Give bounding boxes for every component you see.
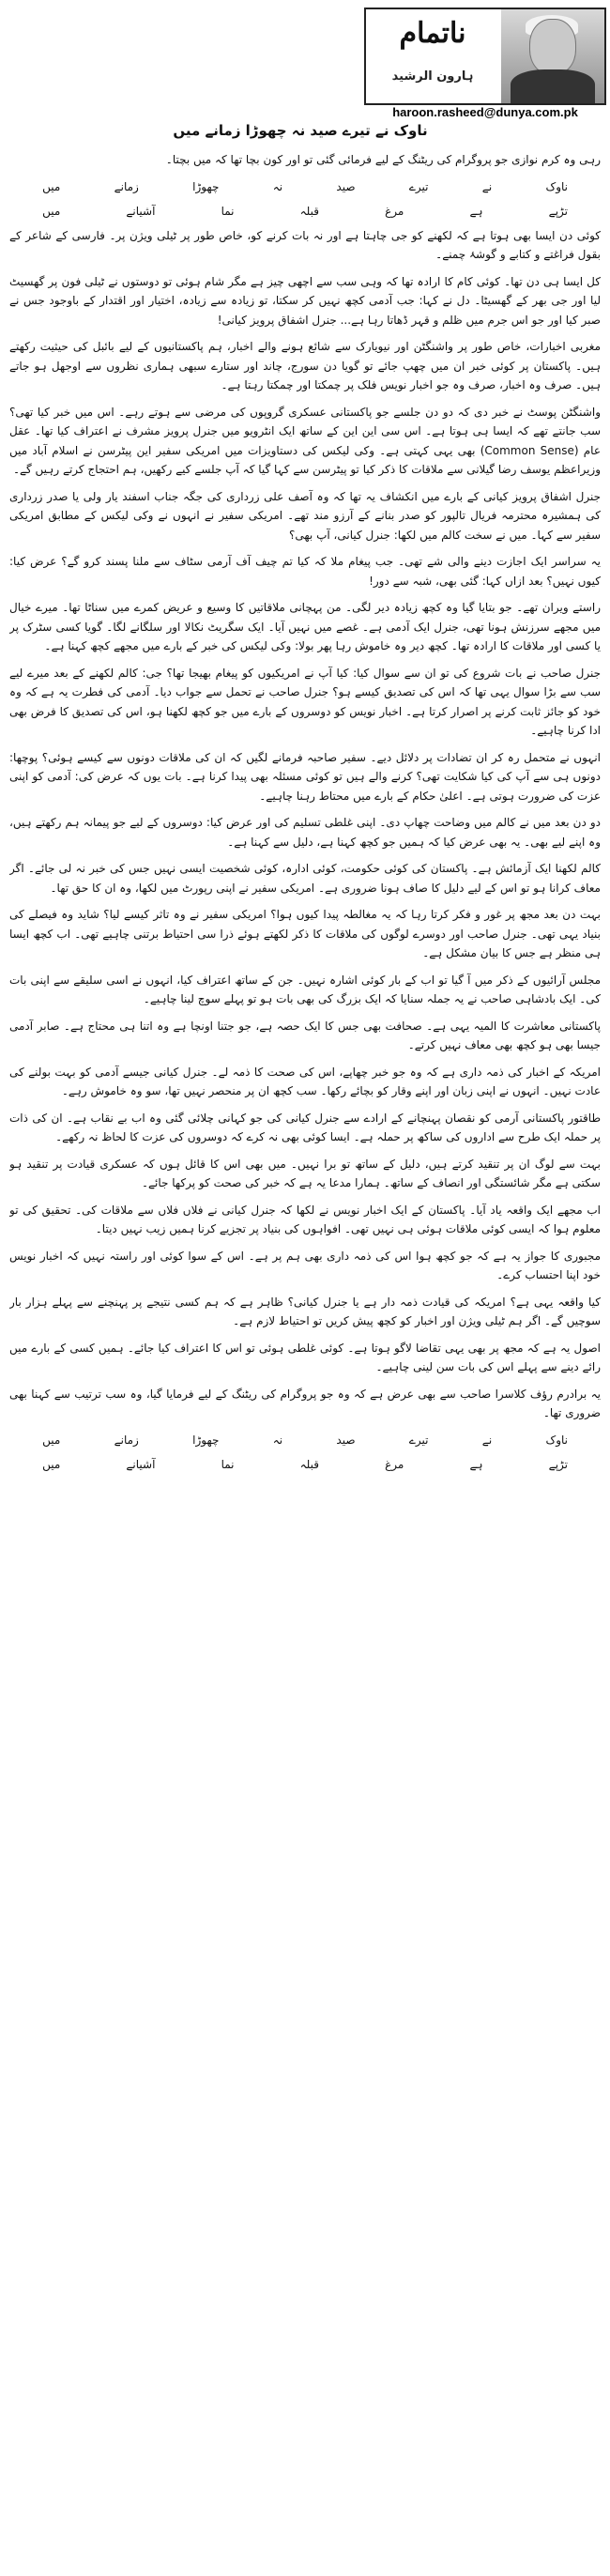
verse-word: نما	[221, 204, 235, 218]
paragraph: جنرل اشفاق پرویز کیانی کے بارے میں انکشاف یہ تھا کہ وہ آصف علی زرداری کی جگہ جناب اسفند یار ولی یا صدر زرداری کی ہمشیرہ محترمہ فریال تالپور کو صدر بنانے کے آرزو مند تھے۔ امریکی سفیر نے انہوں نے وکی لیکس کے مطابق امریکی سفیر سے کہا۔ میں نے سخت کالم میں لکھا: جنرل کیانی، آپ بھی؟	[9, 489, 601, 542]
verse-word: مرغ	[385, 204, 404, 218]
paragraph: مجلس آرائیوں کے ذکر میں آ گیا تو اب کے بار کوئی اشارہ نہیں۔ جن کے ساتھ اعتراف کیا، انہوں نے اسی سلیقے سے اپنی بات کی۔ ایک بادشاہی صاحب نے یہ جملہ سنایا کہ ایک بزرگ کی بھی بات ہو تو پہلے سوچ لینا چاہیے۔	[9, 973, 601, 1005]
verse-word: تڑپے	[548, 1457, 568, 1471]
paragraph: مغربی اخبارات، خاص طور پر واشنگٹن اور نیویارک سے شائع ہونے والے اخبار، ہم پاکستانیوں کے لیے بائبل کی حیثیت رکھتے ہیں۔ پاکستان پر کوئی خبر ان میں چھپ جائے تو گویا دن سورج، چاند اور ستارے سبھی ہماری نظروں سے اوجھل ہو جاتے ہیں۔ صرف وہ اخبار، صرف وہ جو اخبار نویس فلک پر چمکتا اور چمکتا رہتا ہے۔	[9, 340, 601, 391]
verse-word: میں	[42, 1457, 61, 1471]
author-email[interactable]: haroon.rasheed@dunya.com.pk	[392, 105, 578, 119]
paragraph: پاکستانی معاشرت کا المیہ یہی ہے۔ صحافت بھی جس کا ایک حصہ ہے، جو جتنا اونچا ہے وہ اتنا ہی محتاج ہے۔ صابر آدمی جیسا بھی ہو کچھ بھی معاف نہیں کرتے۔	[9, 1019, 601, 1051]
verse-word: ہے	[469, 204, 483, 218]
author-photo	[501, 9, 604, 103]
verse-word: نے	[481, 1433, 493, 1447]
verse-word: ہے	[469, 1457, 483, 1471]
verse-word: چھوڑا	[192, 1433, 220, 1447]
paragraph: کل ایسا ہی دن تھا۔ کوئی کام کا ارادہ تھا کہ وہی سب سے اچھی چیز ہے مگر شام ہوئی تو دوستوں نے ٹیلی فون پر گھسیٹ لیا اور جی بھر کے گھسیٹا۔ دل نے کہا: جب آدمی کچھ نہیں کر سکتا، تو زیادہ سے زیادہ، اختیار اور اقتدار کے باوجود جس نے صبر کیا اور جو اس جرم میں ظلم و قہر ڈھاتا رہا ہے... جنرل اشفاق پرویز کیانی!	[9, 274, 601, 327]
paragraph: یہ برادرم رؤف کلاسرا صاحب سے بھی عرض ہے کہ وہ جو پروگرام کی ریٹنگ کے لیے فرمایا گیا، وہ سب ترتیب سے کہنا بھی ضروری تھا۔	[9, 1387, 601, 1419]
verse-word: زمانے	[114, 179, 139, 193]
paragraph: بہت دن بعد مجھ پر غور و فکر کرتا رہا کہ یہ مغالطہ پیدا کیوں ہوا؟ امریکی سفیر نے وہ تاثر کیسے لیا؟ شاید وہ فیصلے کی بنیاد یہی تھی۔ جنرل صاحب اور دوسرے لوگوں کی ملاقات کا ذکر لکھتے ہوئے ذرا سی احتیاط برتنی چاہیے تھی۔ اب کچھ ایسا ہی منظر ہے جس کا بیان مشکل ہے۔	[9, 908, 601, 959]
verse-word: قبلہ	[299, 1457, 319, 1471]
verse-line	[42, 1455, 568, 1474]
verse-word: قبلہ	[299, 204, 319, 218]
verse-word: تیرے	[408, 1433, 429, 1447]
verse-word: میں	[42, 1433, 61, 1447]
column-header	[0, 0, 610, 141]
paragraph: یہ سراسر ایک اجازت دینے والی شے تھی۔ جب پیغام ملا کہ کیا تم چیف آف آرمی سٹاف سے ملنا پسند کرو گے؟ عرض کیا: کیوں نہیں؟ بعد ازاں کہا: گئی بھی، شبہ سے دور!	[9, 555, 601, 588]
verse-word: میں	[42, 204, 61, 218]
article-body	[9, 150, 601, 2563]
paragraph: کیا واقعہ یہی ہے؟ امریکہ کی قیادت ذمہ دار ہے یا جنرل کیانی؟ ظاہر ہے کہ ہم کسی نتیجے پر پہنچنے سے پہلے ہزار بار سوچیں گے۔ اگر ہم ٹیلی ویژن اور اخبار کو کچھ پیش کریں تو احتیاط لازم ہے۔	[9, 1295, 601, 1327]
paragraph: کوئی دن ایسا بھی ہوتا ہے کہ لکھنے کو جی چاہتا ہے اور نہ بات کرنے کو، خاص طور پر ٹیلی ویژن پر۔ فارسی کے شاعر کے بقول فراغتے و کتابے و گوشۂ چمنے۔	[9, 228, 601, 261]
verse-word: نہ	[272, 1433, 283, 1447]
verse-line	[42, 202, 568, 221]
verse-word: صید	[336, 1433, 356, 1447]
paragraph: امریکہ کے اخبار کی ذمہ داری ہے کہ وہ جو خبر چھاپے، اس کی صحت کا ذمہ لے۔ جنرل کیانی جیسے آدمی کو بہت بولنے کی عادت نہیں۔ انہوں نے اپنی زبان اور اپنے وقار کو بچائے رکھا۔ سب کچھ ان پر منحصر نہیں تھا، سو وہ خاموش رہے۔	[9, 1065, 601, 1097]
paragraph: مجبوری کا جواز یہ ہے کہ جو کچھ ہوا اس کی ذمہ داری بھی ہم پر ہے۔ اس کے سوا کوئی اور راستہ نہیں کہ اخبار نویس خود اپنا احتساب کرے۔	[9, 1249, 601, 1281]
article-title: ناوک نے تیرے صید نہ چھوڑا زمانے میں	[173, 122, 428, 139]
verse-word: ناوک	[545, 179, 568, 193]
author-photo-body	[511, 69, 595, 103]
author-photo-head	[529, 19, 576, 75]
paragraph: اب مجھے ایک واقعہ یاد آیا۔ پاکستان کے ایک اخبار نویس نے لکھا کہ جنرل کیانی نے فلاں فلاں سے ملاقات کی۔ تحقیق کی تو معلوم ہوا کہ ایسی کوئی ملاقات ہوئی ہی نہیں تھی۔ افواہوں کی بنیاد پر تجزیے کرنا ہمیں زیب نہیں دیتا۔	[9, 1203, 601, 1235]
paragraph: دو دن بعد میں نے کالم میں وضاحت چھاپ دی۔ اپنی غلطی تسلیم کی اور عرض کیا: دوسروں کے لیے جو پیمانہ ہم رکھتے ہیں، وہ اپنے لیے بھی۔ یہ بھی عرض کیا کہ ہمیں جو کچھ کہنا ہے، دلیل سے کہنا ہے۔	[9, 816, 601, 849]
paragraph: انہوں نے متحمل رہ کر ان تضادات پر دلائل دیے۔ سفیر صاحبہ فرمانے لگیں کہ ان کی ملاقات دونوں سے کیسے ہوئی؟ پوچھا: دونوں ہی سے آپ کی کیا شکایت تھی؟ کرنے والے ہیں تو کوئی مسئلہ بھی پیدا کرنا ہے۔ بات یوں کہ عرض کی: آدمی کو اپنی عزت کی ضرورت ہوتی ہے۔ اعلیٰ حکام کے بارے میں محتاط رہنا چاہیے۔	[9, 750, 601, 803]
verse-word: ناوک	[545, 1433, 568, 1447]
verse-word: آشیانے	[126, 1457, 156, 1471]
verse-word: تڑپے	[548, 204, 568, 218]
verse-line	[42, 177, 568, 196]
verse-word: نما	[221, 1457, 235, 1471]
verse-word: نہ	[272, 179, 283, 193]
verse-word: چھوڑا	[192, 179, 220, 193]
verse-word: آشیانے	[126, 204, 156, 218]
verse-word: تیرے	[408, 179, 429, 193]
paragraph: اصول یہ ہے کہ مجھ پر بھی یہی تقاضا لاگو ہوتا ہے۔ کوئی غلطی ہوئی تو اس کا اعتراف کیا جائے۔ ہمیں کسی کے بارے میں رائے دینے سے پہلے اس کی بات سن لینی چاہیے۔	[9, 1341, 601, 1373]
verse-word: نے	[481, 179, 493, 193]
verse-line	[42, 1431, 568, 1449]
paragraph: کالم لکھنا ایک آزمائش ہے۔ پاکستان کی کوئی حکومت، کوئی ادارہ، کوئی شخصیت ایسی نہیں جس کی خبر نہ لی جائے۔ اگر معاف کرانا ہو تو اس کے لیے دلیل کا صاف ہونا ضروری ہے۔ امریکی سفیر نے اپنی رپورٹ میں لکھا، وہ ان کا حق تھا۔	[9, 862, 601, 895]
paragraph: بہت سے لوگ ان پر تنقید کرتے ہیں، دلیل کے ساتھ تو برا نہیں۔ میں بھی اس کا قائل ہوں کہ عسکری قیادت پر تنقید ہو سکتی ہے مگر شائستگی اور انصاف کے ساتھ۔ ہمارا مدعا یہ ہے کہ خبر کی صحت کو پرکھا جائے۔	[9, 1157, 601, 1189]
author-name: ہارون الرشید	[391, 69, 474, 84]
column-banner	[364, 8, 606, 105]
verse-word: میں	[42, 179, 61, 193]
verse-word: مرغ	[385, 1457, 404, 1471]
paragraph: راستے ویران تھے۔ جو بتایا گیا وہ کچھ زیادہ دیر لگی۔ من پہچانی ملاقاتیں کا وسیع و عریض کمرے میں سناٹا تھا۔ میرے خیال میں مجھے سرزنش ہونا تھی، جنرل ایک آدمی ہے۔ غصے میں نہیں آیا۔ ایک سگریٹ نکالا اور سلگانے لگا۔ گویا کسی سٹرک پر یا کسی اور ملاقات کا ارادہ تھا۔ کچھ دیر وہ خاموش رہا پھر بولا: وکی لیکس کی خبر کے بارے میں مجھے کچھ کہنا ہے۔	[9, 601, 601, 652]
verse-word: صید	[336, 179, 356, 193]
column-name: ناتمام	[399, 17, 466, 50]
paragraph: واشنگٹن پوسٹ نے خبر دی کہ دو دن جلسے جو پاکستانی عسکری گروپوں کی مرضی سے ہوتے رہے۔ اس میں خبر کیا تھی؟ سب جانتے تھے کہ ایسا ہی ہوتا ہے۔ اس سی این این کے ساتھ ایک انٹرویو میں جنرل پرویز مشرف نے اعتراف کیا تھا۔ عقل عام (Common Sense) بھی یہی کہتی ہے۔ وکی لیکس کی دستاویزات میں امریکی سفیر این پیٹرسن نے اسلام آباد میں وزیراعظم یوسف رضا گیلانی سے ملاقات کا ذکر کیا تو پیٹرسن سے کہا گیا کہ آپ جلسے کیے رکھیں، ہم احتجاج کرتے رہیں گے۔	[9, 405, 601, 476]
paragraph: رہی وہ کرم نوازی جو پروگرام کی ریٹنگ کے لیے فرمائی گئی تو اور کون بچا تھا کہ میں بچتا۔	[165, 153, 601, 166]
paragraph: جنرل صاحب نے بات شروع کی تو ان سے سوال کیا: کیا آپ نے امریکیوں کو پیغام بھیجا تھا؟ جی: کالم لکھنے کے بعد میرے لیے سب سے بڑا سوال یہی تھا کہ اس کی تصدیق کیسے ہو؟ جنرل صاحب نے تحمل سے جواب دیا۔ آدمی کی فطرت یہ ہے کہ وہ خود کو جائز ثابت کرنے پر اصرار کرتا ہے۔ اخبار نویس کو دوسروں کے بارے میں جو کچھ لکھنا ہو، اس کی تصدیق کا فرض بھی ادا کرنا چاہیے۔	[9, 666, 601, 737]
paragraph: طاقتور پاکستانی آرمی کو نقصان پہنچانے کے ارادے سے جنرل کیانی کی جو کہانی چلائی گئی وہ اب بے نقاب ہے۔ ان کی ذات پر حملہ ایک طرح سے اداروں کی ساکھ پر حملہ ہے۔ ایسا کوئی بھی نہ کرے کہ دوسروں کی عزت کا لحاظ نہ رکھے۔	[9, 1111, 601, 1143]
verse-word: زمانے	[114, 1433, 139, 1447]
